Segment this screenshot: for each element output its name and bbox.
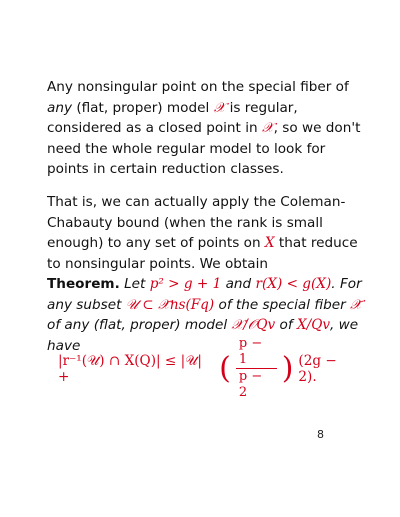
right-paren: ) [281,350,294,386]
math-curve-x: X [264,235,275,251]
math-condition-p: p² > g + 1 [149,276,222,292]
equation-rhs: (2g − 2). [298,352,337,385]
text-run: , so we don't need the whole regular model to look for points in certain reduction classes. [47,120,361,177]
text-run: that reduce to nonsingular points. We obtain [47,235,358,272]
math-subset-u: 𝒰 ⊂ 𝒳̄ns(Fq) [125,296,215,313]
math-curve: X/Qv [296,317,331,333]
math-special-fiber: 𝒳̄ [350,296,362,313]
binomial-top: p − 1 [236,336,277,369]
binomial-bottom: p − 2 [238,369,263,400]
display-equation [58,336,358,401]
text-run: , we have [47,317,359,354]
text-run: That is, we can actually apply the Coleman-Chabauty bound (when the rank is small enough) to any set of points on [47,194,346,251]
binomial [236,336,277,401]
text-run: Let [119,276,150,292]
text-run: of [275,317,297,333]
math-model-x: 𝒳 [213,99,226,116]
equation-lhs: |r⁻¹(𝒰) ∩ X(Q)| ≤ |𝒰| + [58,352,203,385]
paragraph-2 [47,192,369,356]
math-model: 𝒳/𝒪Qv [231,317,276,333]
math-model-x: 𝒳 [261,120,274,136]
text-run: and [221,276,256,292]
text-run: . For any subset [47,276,362,313]
text-run: of the special fiber [214,296,350,313]
text-run: (flat, proper) model [72,99,214,116]
paragraph-1 [47,77,369,180]
text-run: of any (flat, proper) model [47,317,232,333]
text-run-italic: any [47,99,72,116]
math-condition-rank: r(X) < g(X) [255,276,332,292]
page-number: 8 [317,428,324,441]
text-run: is regular, considered as a closed point in [47,99,298,136]
left-paren: ( [219,350,231,386]
theorem-label: Theorem. [47,276,120,292]
text-run: Any nonsingular point on the special fiber of [47,79,349,95]
